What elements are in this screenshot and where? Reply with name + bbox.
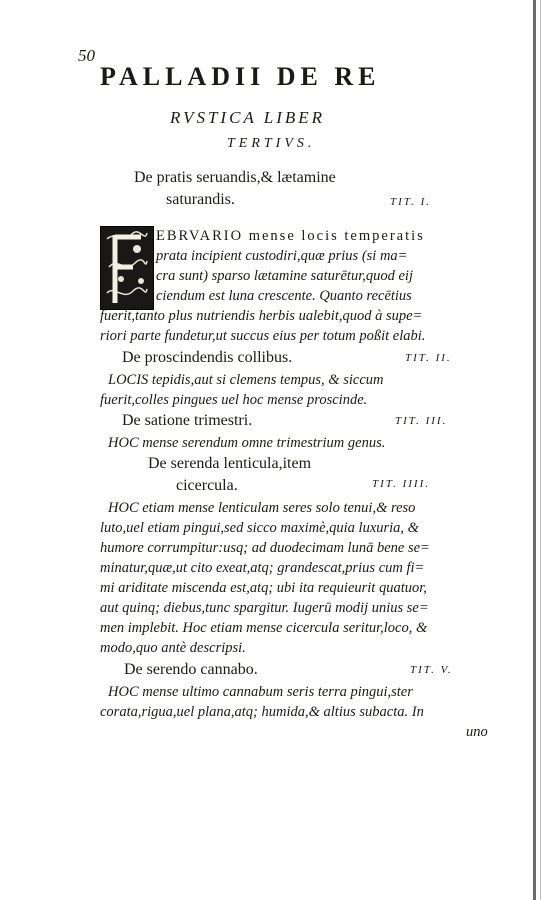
section4-text-line8: modo,quo antè descripsi. bbox=[100, 640, 246, 656]
section4-tit: TIT. IIII. bbox=[372, 478, 430, 490]
section2-text-line1: LOCIS tepidis,aut si clemens tempus, & siccum bbox=[108, 372, 384, 388]
decorated-initial-f-icon bbox=[100, 226, 154, 310]
running-title-line2: RVSTICA LIBER bbox=[170, 108, 326, 127]
page-number: 50 bbox=[78, 46, 95, 65]
section1-text-line2: prata incipient custodiri,quæ prius (si ma= bbox=[156, 248, 408, 264]
section1-text-line4: ciendum est luna crescente. Quanto recētius bbox=[156, 288, 412, 304]
section1-text-line6: riori parte fundetur,ut succus eius per totum poßit elabi. bbox=[100, 328, 426, 344]
catchword: uno bbox=[466, 724, 488, 740]
section2-heading: De proscindendis collibus. bbox=[122, 349, 293, 366]
section1-text-line3: cra sunt) sparso lætamine saturētur,quod eij bbox=[156, 268, 413, 284]
section4-text-line5: mi ariditate miscenda est,atq; ubi ita requieurit quatuor, bbox=[100, 580, 427, 596]
section3-tit: TIT. III. bbox=[395, 415, 448, 427]
section5-heading: De serendo cannabo. bbox=[124, 661, 258, 678]
section4-text-line3: humore corrumpitur:usq; ad duodecimam lunā bene se= bbox=[100, 540, 430, 556]
section5-text-line1: HOC mense ultimo cannabum seris terra pingui,ster bbox=[108, 684, 413, 700]
section1-text-line5: fuerit,tanto plus nutriendis herbis ualebit,quod à supe= bbox=[100, 308, 423, 324]
section4-heading-line2: cicercula. bbox=[176, 477, 238, 494]
running-title-line3: TERTIVS. bbox=[227, 136, 316, 151]
section3-heading: De satione trimestri. bbox=[122, 412, 253, 429]
section1-heading-line2: saturandis. bbox=[166, 191, 235, 208]
section1-text-line1: EBRVARIO mense locis temperatis bbox=[156, 228, 425, 244]
section5-text-line2: corata,rigua,uel plana,atq; humida,& altius subacta. In bbox=[100, 704, 424, 720]
section1-tit: TIT. I. bbox=[390, 196, 431, 208]
section4-text-line4: minatur,quæ,ut cito exeat,atq; grandescat,prius cum fi= bbox=[100, 560, 425, 576]
section2-text-line2: fuerit,colles pingues uel hoc mense proscinde. bbox=[100, 392, 368, 408]
running-title-line1: PALLADII DE RE bbox=[100, 62, 381, 91]
section1-heading-line1: De pratis seruandis,& lætamine bbox=[134, 169, 336, 186]
page-edge-shadow bbox=[540, 0, 541, 900]
section4-text-line6: aut quinq; diebus,tunc spargitur. Iugerū modij unius se= bbox=[100, 600, 429, 616]
section2-tit: TIT. II. bbox=[405, 352, 452, 364]
section3-text-line1: HOC mense serendum omne trimestrium genus. bbox=[108, 435, 386, 451]
section5-tit: TIT. V. bbox=[410, 664, 453, 676]
page-edge bbox=[533, 0, 536, 900]
section4-text-line1: HOC etiam mense lenticulam seres solo tenui,& reso bbox=[108, 500, 416, 516]
section4-text-line2: luto,uel etiam pingui,sed sicco maximè,quia luxuria, & bbox=[100, 520, 419, 536]
section4-heading-line1: De serenda lenticula,item bbox=[148, 455, 312, 472]
section4-text-line7: men implebit. Hoc etiam mense cicercula seritur,loco, & bbox=[100, 620, 428, 636]
